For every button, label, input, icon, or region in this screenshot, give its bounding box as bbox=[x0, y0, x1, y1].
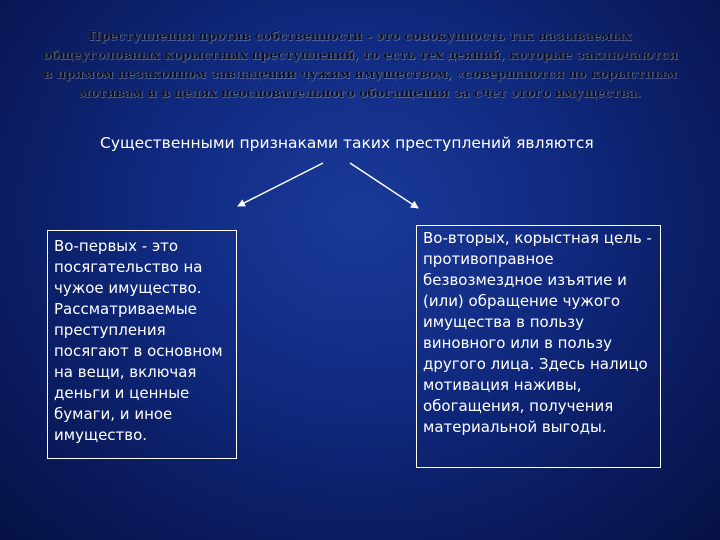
second-feature-box bbox=[416, 225, 661, 468]
intro-definition: Преступления против собственности - это совокупность так называемых общеуголовных корыстных преступлений, то есть тех деяний, которые заключаются в прямом незаконном завладении чужим имуществом, «совершаются по корыстным мотивам и в целях неосновательного обогащения за счет этого имущества. bbox=[42, 28, 678, 100]
features-heading: Существенными признаками таких преступлений являются bbox=[100, 134, 594, 152]
arrow-left bbox=[238, 163, 323, 206]
first-feature-text: Во-первых - это посягательство на чужое имущество. Рассматриваемые преступления посягают в основном на вещи, включая деньги и ценные бумаги, и иное имущество. bbox=[54, 237, 223, 444]
second-feature-text: Во-вторых, корыстная цель - противоправное безвозмездное изъятие и (или) обращение чужого имущества в пользу виновного или в пользу другого лица. Здесь налицо мотивация наживы, обогащения, получения материальной выгоды. bbox=[423, 229, 652, 436]
first-feature-box bbox=[47, 230, 237, 459]
arrow-right bbox=[350, 163, 418, 208]
